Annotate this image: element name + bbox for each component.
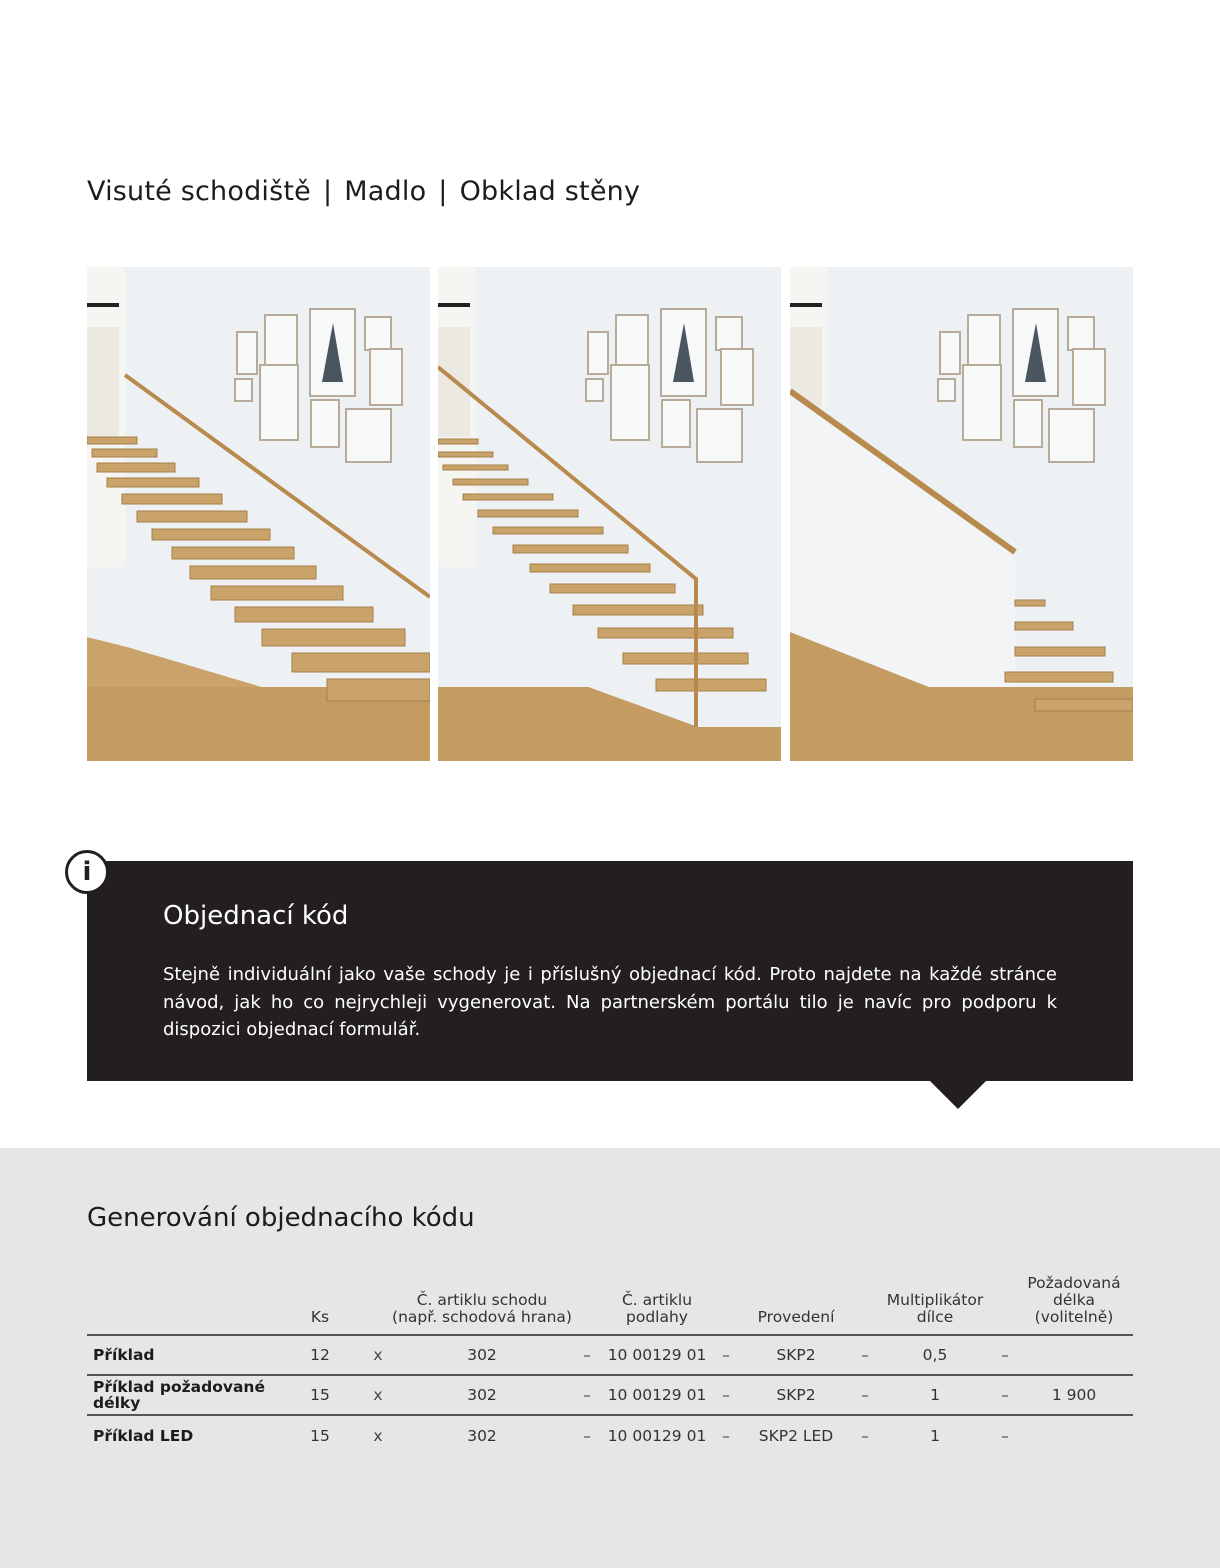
order-code-info-box bbox=[87, 861, 1133, 1081]
column-header-floor-article: Č. artiklu podlahy bbox=[621, 1291, 693, 1326]
title-part-wall-cladding: Obklad stěny bbox=[459, 176, 641, 207]
row-label: Příklad LED bbox=[93, 1427, 194, 1445]
cell-stair-article: 302 bbox=[467, 1346, 497, 1364]
photo-floating-stairs-glass-railing bbox=[438, 267, 781, 761]
cell-dash: – bbox=[1001, 1386, 1009, 1404]
column-header-length: Požadovaná délka (volitelně) bbox=[1027, 1274, 1121, 1326]
cell-multiplier: 0,5 bbox=[922, 1346, 948, 1364]
cell-dash: – bbox=[861, 1346, 869, 1364]
generator-title: Generování objednacího kódu bbox=[87, 1203, 475, 1233]
cell-stair-article: 302 bbox=[467, 1427, 497, 1445]
cell-dash: – bbox=[722, 1346, 730, 1364]
cell-ks: 12 bbox=[310, 1346, 330, 1364]
column-header-ks: Ks bbox=[310, 1308, 330, 1326]
cell-dash: – bbox=[583, 1427, 591, 1445]
cell-variant: SKP2 LED bbox=[758, 1427, 834, 1445]
wall-cladding-stairs-illustration bbox=[790, 267, 1133, 761]
table-row bbox=[87, 1336, 1133, 1376]
title-separator: | bbox=[438, 176, 448, 207]
info-box-title: Objednací kód bbox=[163, 901, 349, 931]
photo-gallery bbox=[87, 267, 1133, 761]
cell-multiply: x bbox=[373, 1386, 383, 1404]
cell-dash: – bbox=[1001, 1346, 1009, 1364]
cell-floor-article: 10 00129 01 bbox=[607, 1346, 707, 1364]
order-code-generator-section bbox=[0, 1148, 1220, 1568]
cell-multiply: x bbox=[373, 1346, 383, 1364]
cell-ks: 15 bbox=[310, 1386, 330, 1404]
cell-multiply: x bbox=[373, 1427, 383, 1445]
info-box-pointer bbox=[929, 1080, 987, 1109]
cell-floor-article: 10 00129 01 bbox=[607, 1386, 707, 1404]
info-icon-glyph: i bbox=[82, 857, 92, 887]
floating-stairs-illustration bbox=[87, 267, 430, 761]
photo-floating-stairs-wall-handrail bbox=[87, 267, 430, 761]
cell-dash: – bbox=[861, 1386, 869, 1404]
title-part-handrail: Madlo bbox=[344, 176, 427, 207]
cell-dash: – bbox=[722, 1386, 730, 1404]
table-row bbox=[87, 1416, 1133, 1456]
cell-variant: SKP2 bbox=[776, 1346, 816, 1364]
cell-dash: – bbox=[583, 1386, 591, 1404]
cell-floor-article: 10 00129 01 bbox=[607, 1427, 707, 1445]
column-header-variant: Provedení bbox=[757, 1308, 835, 1326]
cell-dash: – bbox=[583, 1346, 591, 1364]
info-box-text: Stejně individuální jako vaše schody je i příslušný objednací kód. Proto najdete na každé stránce návod, jak ho co nejrychleji vygenerovat. Na partnerském portálu tilo je navíc pro podporu k dispozici objednací formulář. bbox=[163, 964, 1057, 1040]
title-separator: | bbox=[323, 176, 333, 207]
cell-variant: SKP2 bbox=[776, 1386, 816, 1404]
cell-ks: 15 bbox=[310, 1427, 330, 1445]
cell-stair-article: 302 bbox=[467, 1386, 497, 1404]
cell-dash: – bbox=[722, 1427, 730, 1445]
glass-railing-stairs-illustration bbox=[438, 267, 781, 761]
cell-multiplier: 1 bbox=[930, 1386, 940, 1404]
cell-length: 1 900 bbox=[1051, 1386, 1097, 1404]
page-title bbox=[87, 176, 640, 207]
row-label: Příklad bbox=[93, 1346, 155, 1364]
cell-dash: – bbox=[1001, 1427, 1009, 1445]
table-row bbox=[87, 1376, 1133, 1416]
row-label: Příklad požadované délky bbox=[93, 1378, 265, 1412]
cell-multiplier: 1 bbox=[930, 1427, 940, 1445]
photo-stairs-wall-cladding bbox=[790, 267, 1133, 761]
column-header-stair-article: Č. artiklu schodu (např. schodová hrana) bbox=[392, 1291, 572, 1326]
column-header-multiplier: Multiplikátor dílce bbox=[886, 1291, 984, 1326]
cell-dash: – bbox=[861, 1427, 869, 1445]
title-part-stairs: Visuté schodiště bbox=[87, 176, 311, 207]
table-header bbox=[87, 1274, 1133, 1336]
info-icon bbox=[65, 850, 109, 894]
order-code-table bbox=[87, 1274, 1133, 1456]
